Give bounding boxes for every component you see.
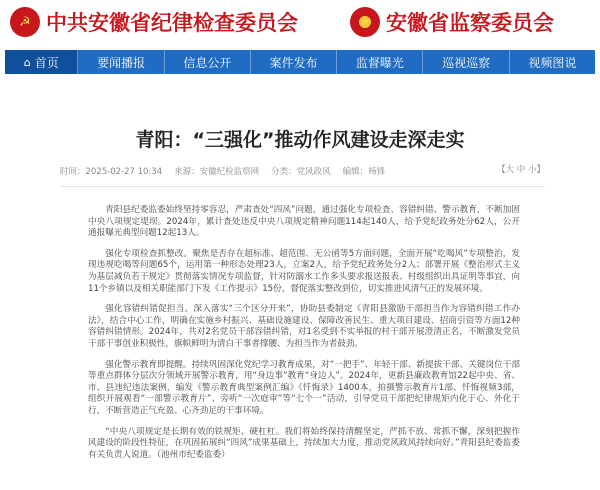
nav-case-release[interactable]: 案件发布 [251,50,337,74]
meta-divider [60,186,545,187]
article-paragraph: 青阳县纪委监委始终坚持零容忍，严肃查处“四风”问题，通过强化专项检查、容错纠错、警示教育，不断加固中央八项规定堤坝。2024年，累计查处违反中央八项规定精神问题114起140人，给予党纪政务处分62人，公开通报曝光典型问题12起13人。 [88,205,520,239]
home-icon: ⌂ [23,55,31,69]
supervision-commission-name: 安徽省监察委员会 [386,10,554,35]
nav-news[interactable]: 要闻播报 [78,50,164,74]
article-paragraph: “中央八项规定是长期有效的铁规矩、硬杠杠。我们将始终保持清醒坚定，严抓不放、常抓不懈，深刻把握作风建设的阶段性特征，在巩固拓展纠“四风”成果基础上，持续加大力度，推动党风政风持续向好。”青阳县纪委监委有关负责人说道。（池州市纪委监委） [88,426,520,460]
national-emblem-icon: ★ [350,7,380,37]
nav-home-label: 首页 [34,55,59,70]
supervision-commission-logo[interactable] [350,5,554,39]
nav-info-disclosure[interactable]: 信息公开 [165,50,251,74]
article-editor: 编辑：杨锋 [342,167,386,177]
site-header [0,0,600,50]
nav-spacer [0,74,600,104]
article-paragraph: 强化容错纠错促担当。深入落实“三个区分开来”，协助县委制定《青阳县激励干部担当作为容错纠错工作办法》，结合中心工作，明确在实施乡村振兴、基础设施建设、保障改善民生、重大项目建设、招商引资等方面12种容错纠错情形。2024年，共对2名党员干部容错纠错，对1名受到不实举报的村干部开展澄清正名，不断激发党员干部干事创业积极性，旗帜鲜明为清白干事者撑腰、为担当作为者鼓劲。 [88,304,520,349]
cpc-discipline-logo[interactable] [10,5,298,39]
party-emblem-icon: ☭ [10,7,40,37]
nav-supervision-exposure[interactable]: 监督曝光 [337,50,423,74]
article-category: 分类：党风政风 [271,167,331,177]
article-meta [60,163,545,179]
article-paragraph: 强化警示教育即提醒。持续巩固深化党纪学习教育成果，对“一把手”、年轻干部、新提拔干部、关键岗位干部等重点群体分层次分领域开展警示教育，用“身边事”教育“身边人”。2024年，更新县廉政教育馆22起中央、省、市、县违纪违法案例，编发《警示教育典型案例汇编》《忏悔录》1400本，拍摄警示教育片1部、忏悔视频3部，组织开展观看“一部警示教育片”、旁听“一次庭审”等“七个一”活动，引导党员干部把纪律规矩内化于心、外化于行，不断营造正气充盈、心齐劲足的干事环境。 [88,359,520,416]
font-size-selector[interactable]: 【大 中 小】 [497,165,545,175]
article-body [88,205,520,470]
publish-time: 时间：2025-02-27 10:34 [60,167,163,177]
article-title: 青阳：“三强化”推动作风建设走深走实 [135,128,465,151]
nav-video[interactable]: 视频图说 [528,55,577,70]
article-paragraph: 强化专项检查抓整改。聚焦是否存在超标准、超范围、无公函等5方面问题，全面开展“吃喝风”专项整治，发现违规吃喝等问题65个，运用第一种形态处理23人，立案2人，给予党纪政务处分2人；部署开展《整治形式主义为基层减负若干规定》贯彻落实情况专项监督，针对防溺水工作多头要求报送报表、村级组织出具证明等事宜，向11个乡镇以及相关职能部门下发《工作提示》15份，督促落实整改到位，切实推进风清气正的发展环境。 [88,248,520,294]
nav-home[interactable] [5,50,78,74]
nav-inspection[interactable]: 巡视巡察 [423,50,509,74]
cpc-discipline-name: 中共安徽省纪律检查委员会 [46,10,298,35]
main-nav [5,50,595,74]
article-source: 来源：安徽纪检监察网 [174,167,260,177]
